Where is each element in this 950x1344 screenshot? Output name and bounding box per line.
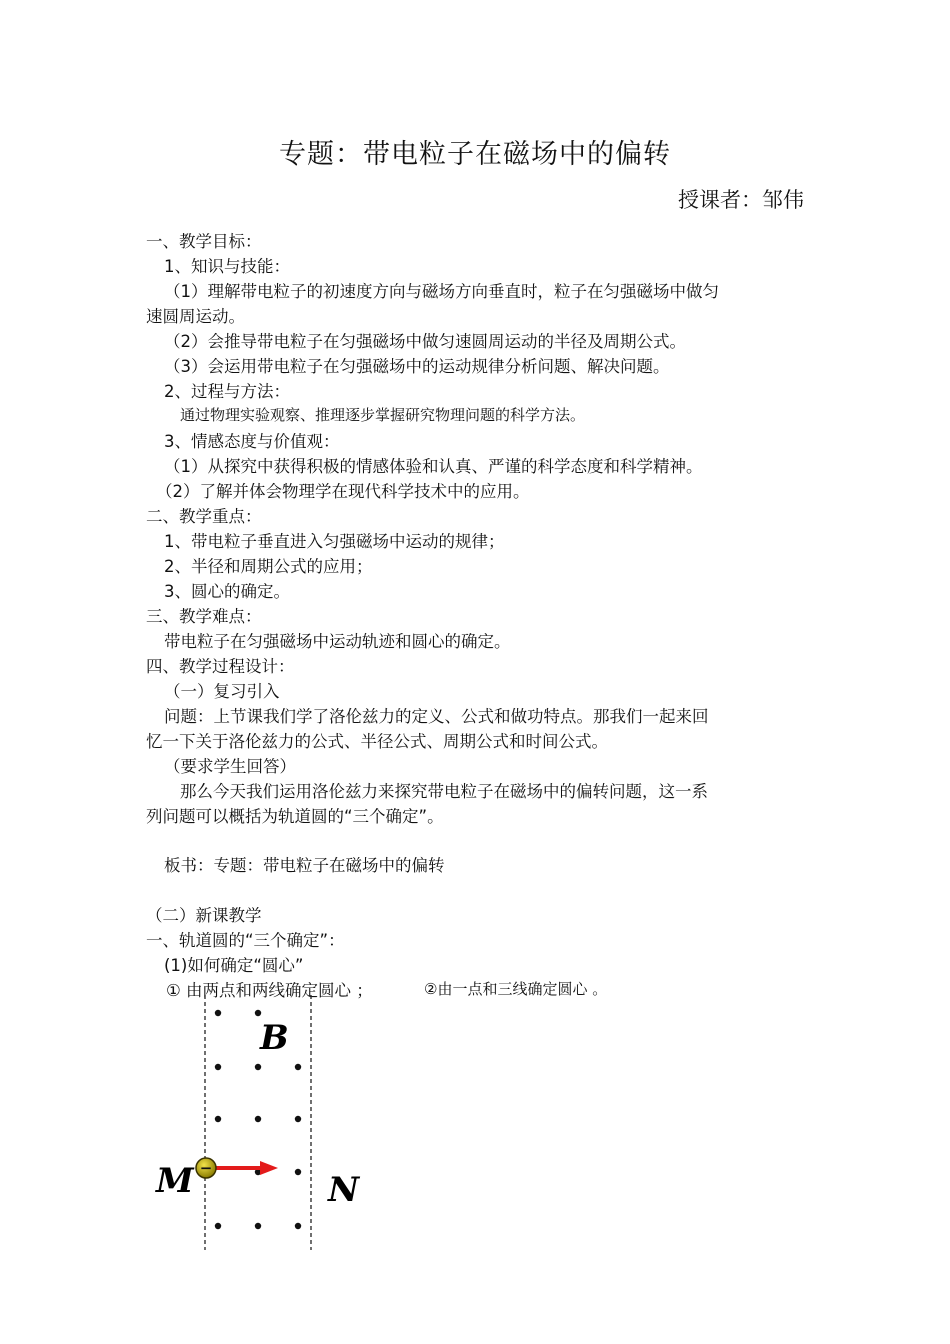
subheading-knowledge: 1、知识与技能： bbox=[164, 257, 290, 276]
section-heading-difficulties: 三、教学难点： bbox=[146, 607, 262, 626]
paragraph-line: （1）理解带电粒子的初速度方向与磁场方向垂直时，粒子在匀强磁场中做匀 bbox=[164, 282, 719, 301]
paragraph-line: 带电粒子在匀强磁场中运动轨迹和圆心的确定。 bbox=[164, 632, 511, 651]
point-label-m: M bbox=[156, 1161, 194, 1201]
subheading-review: （一）复习引入 bbox=[164, 682, 280, 701]
paragraph-line: 通过物理实验观察、推理逐步掌握研究物理问题的科学方法。 bbox=[180, 406, 586, 424]
point-label-n: N bbox=[328, 1170, 360, 1210]
subheading-new-lesson: （二）新课教学 bbox=[146, 906, 262, 925]
method-one: ① 由两点和两线确定圆心 ； bbox=[166, 981, 373, 1000]
paragraph-line: 忆一下关于洛伦兹力的公式、半径公式、周期公式和时间公式。 bbox=[146, 732, 608, 751]
section-heading-key-points: 二、教学重点： bbox=[146, 507, 262, 526]
list-item: 1、带电粒子垂直进入匀强磁场中运动的规律； bbox=[164, 532, 505, 551]
paragraph-line: （2）会推导带电粒子在匀强磁场中做匀速圆周运动的半径及周期公式。 bbox=[164, 332, 686, 351]
paragraph-line: （要求学生回答） bbox=[164, 757, 296, 776]
section-heading-process-design: 四、教学过程设计： bbox=[146, 657, 295, 676]
field-label-b: B bbox=[260, 1018, 289, 1058]
blackboard-note: 板书：专题：带电粒子在磁场中的偏转 bbox=[164, 856, 445, 875]
paragraph-line: 速圆周运动。 bbox=[146, 307, 245, 326]
paragraph-line: 问题：上节课我们学了洛伦兹力的定义、公式和做功特点。那我们一起来回 bbox=[164, 707, 709, 726]
paragraph-line: (1)如何确定“圆心” bbox=[164, 956, 304, 975]
list-item: 3、圆心的确定。 bbox=[164, 582, 290, 601]
section-heading-objectives: 一、教学目标： bbox=[146, 232, 262, 251]
paragraph-line: 列问题可以概括为轨道圆的“三个确定”。 bbox=[146, 807, 444, 826]
paragraph-line: 一、轨道圆的“三个确定”： bbox=[146, 931, 345, 950]
author-line: 授课者：邹伟 bbox=[678, 188, 804, 212]
paragraph-line: （2）了解并体会物理学在现代科学技术中的应用。 bbox=[156, 482, 530, 501]
paragraph-line: 那么今天我们运用洛伦兹力来探究带电粒子在磁场中的偏转问题，这一系 bbox=[180, 782, 708, 801]
page-title: 专题：带电粒子在磁场中的偏转 bbox=[279, 139, 671, 170]
paragraph-line: （3）会运用带电粒子在匀强磁场中的运动规律分析问题、解决问题。 bbox=[164, 357, 670, 376]
magnetic-field-diagram bbox=[150, 990, 390, 1255]
subheading-process: 2、过程与方法： bbox=[164, 382, 290, 401]
method-two: ②由一点和三线确定圆心 。 bbox=[424, 980, 608, 998]
particle-sign: − bbox=[199, 1159, 213, 1177]
velocity-arrowhead bbox=[260, 1161, 278, 1175]
subheading-attitude: 3、情感态度与价值观： bbox=[164, 432, 340, 451]
paragraph-line: （1）从探究中获得积极的情感体验和认真、严谨的科学态度和科学精神。 bbox=[164, 457, 703, 476]
list-item: 2、半径和周期公式的应用； bbox=[164, 557, 373, 576]
